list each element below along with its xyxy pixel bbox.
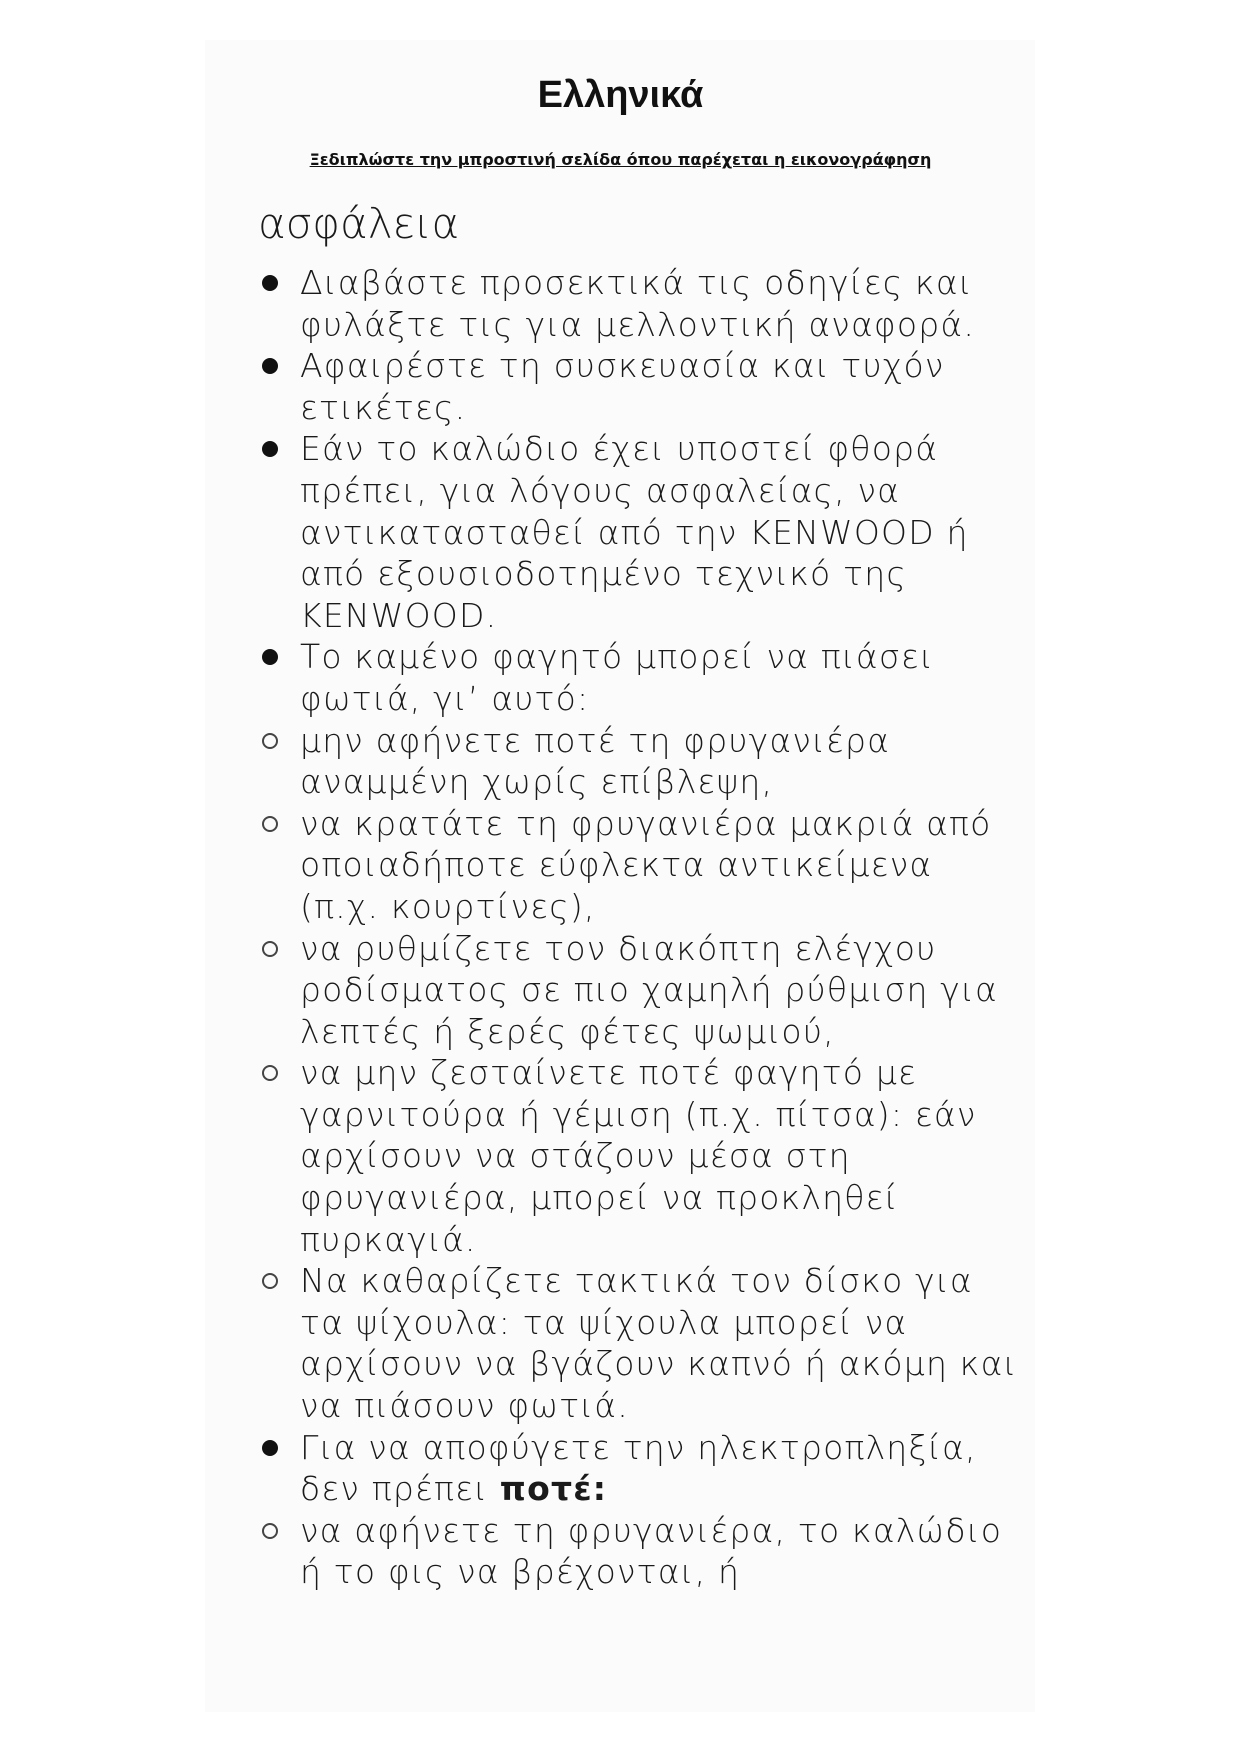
safety-item-text: Εάν το καλώδιο έχει υποστεί φθορά πρέπει, για λόγους ασφαλείας, να αντικατασταθεί από την KENWOOD ή από εξουσιοδοτημένο τεχνικό της KENWOOD. [300,429,969,635]
safety-subitem-text: Να καθαρίζετε τακτικά τον δίσκο για τα ψίχουλα: τα ψίχουλα μπορεί να αρχίσουν να βγάζουν καπνό ή ακόμη και να πιάσουν φωτιά. [300,1261,1018,1426]
safety-item [258,345,1018,428]
bullet-icon [262,441,278,457]
safety-subitem [258,1052,1018,1260]
circle-bullet-icon [262,941,278,957]
safety-subitem [258,1510,1018,1593]
bullet-icon [262,649,278,665]
bullet-icon [262,275,278,291]
safety-item-text: Διαβάστε προσεκτικά τις οδηγίες και φυλάξτε τις για μελλοντική αναφορά. [300,263,976,344]
safety-item-text [300,1428,977,1509]
safety-item-text-regular: Για να αποφύγετε την ηλεκτροπληξία, δεν πρέπει [300,1427,977,1509]
safety-subitem [258,928,1018,1053]
safety-subitem-text: να ρυθμίζετε τον διακόπτη ελέγχου ροδίσματος σε πιο χαμηλή ρύθμιση για λεπτές ή ξερές φέτες ψωμιού, [300,928,998,1051]
safety-subitem-text: μην αφήνετε ποτέ τη φρυγανιέρα αναμμένη χωρίς επίβλεψη, [300,720,891,802]
safety-subitem [258,720,1018,803]
emphasis-never: ποτέ: [499,1469,608,1509]
safety-list [258,262,1018,1593]
safety-item [258,1427,1018,1510]
bullet-icon [262,358,278,374]
safety-item-text: Το καμένο φαγητό μπορεί να πιάσει φωτιά, γι’ αυτό: [300,637,934,718]
circle-bullet-icon [262,1523,278,1539]
circle-bullet-icon [262,816,278,832]
bullet-icon [262,1440,278,1456]
safety-item [258,636,1018,719]
safety-subitem-text: να κρατάτε τη φρυγανιέρα μακριά από οποιαδήποτε εύφλεκτα αντικείμενα (π.χ. κουρτίνες), [300,803,992,926]
safety-subitem [258,1260,1018,1426]
safety-subitem-text: να αφήνετε τη φρυγανιέρα, το καλώδιο ή το φις να βρέχονται, ή [300,1510,1003,1592]
safety-subitem-text: να μην ζεσταίνετε ποτέ φαγητό με γαρνιτούρα ή γέμιση (π.χ. πίτσα): εάν αρχίσουν να στάζουν μέσα στη φρυγανιέρα, μπορεί να προκληθεί πυρκαγιά. [300,1053,977,1259]
section-heading-safety: ασφάλεια [258,199,460,248]
circle-bullet-icon [262,1065,278,1081]
page-title: Ελληνικά [537,74,704,116]
fold-out-instruction: Ξεδιπλώστε την μπροστινή σελίδα όπου παρέχεται η εικονογράφηση [309,150,932,169]
safety-item-text: Αφαιρέστε τη συσκευασία και τυχόν ετικέτες. [300,346,945,427]
safety-subitem [258,803,1018,928]
circle-bullet-icon [262,1273,278,1289]
safety-item [258,428,1018,636]
circle-bullet-icon [262,733,278,749]
safety-item [258,262,1018,345]
